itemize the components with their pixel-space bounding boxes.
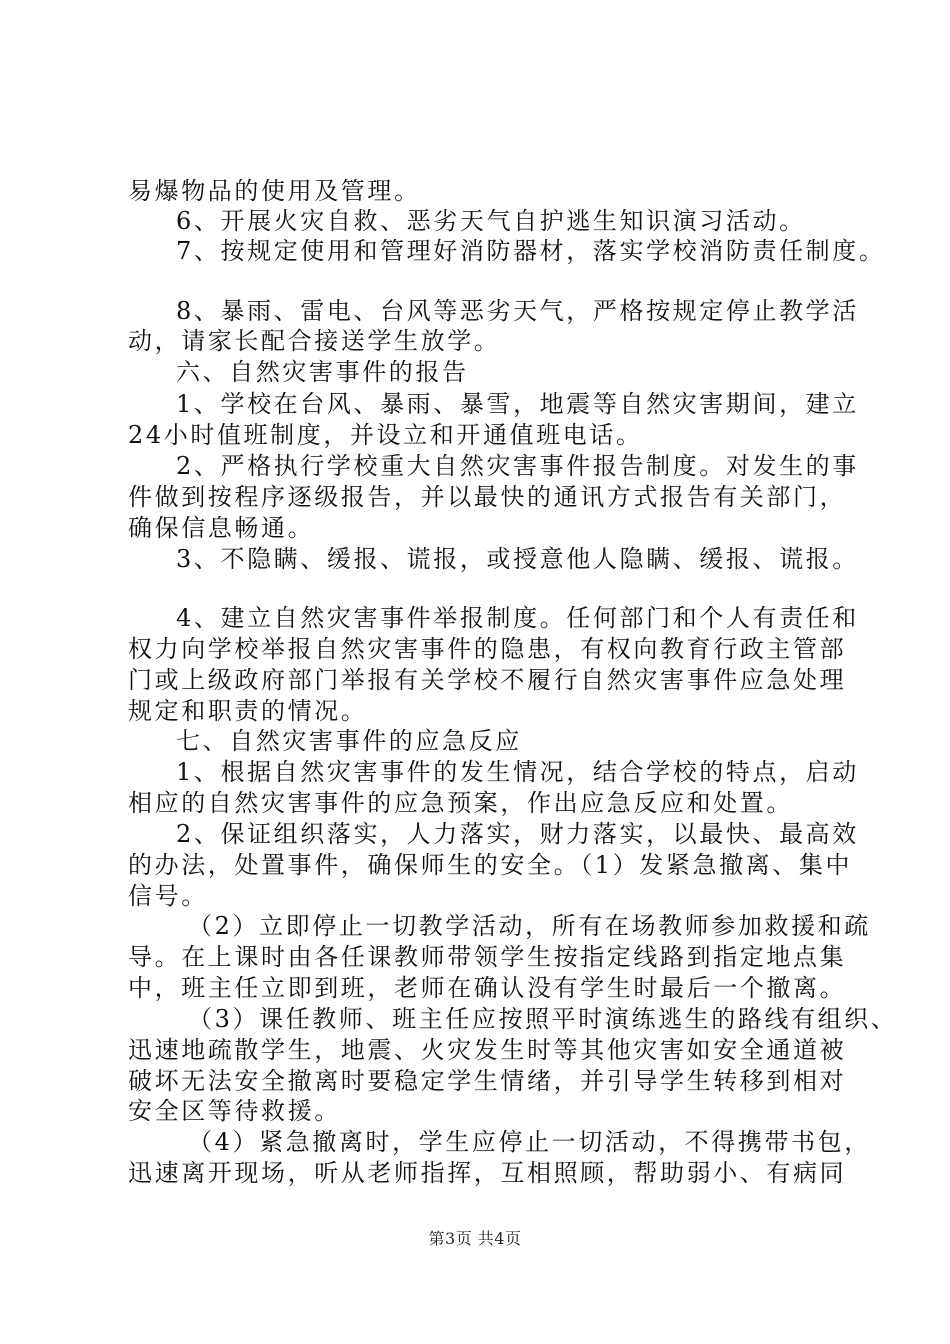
paragraph-line: 确保信息畅通。 <box>128 514 315 542</box>
paragraph-line: 24小时值班制度，并设立和开通值班电话。 <box>128 421 643 449</box>
paragraph-line: 中，班主任立即到班，老师在确认没有学生时最后一个撤离。 <box>128 974 847 1002</box>
list-item-6: 6、开展火灾自救、恶劣天气自护逃生知识演习活动。 <box>176 207 806 235</box>
list-item-2: 2、严格执行学校重大自然灾害事件报告制度。对发生的事 <box>176 452 859 480</box>
paragraph-line: 件做到按程序逐级报告，并以最快的通讯方式报告有关部门， <box>128 483 847 511</box>
sub-item-4: （4）紧急撤离时，学生应停止一切活动，不得携带书包， <box>188 1128 871 1156</box>
list-item-1: 1、根据自然灾害事件的发生情况，结合学校的特点，启动 <box>176 758 859 786</box>
paragraph-line: 信号。 <box>128 882 208 910</box>
list-item-1: 1、学校在台风、暴雨、暴雪，地震等自然灾害期间，建立 <box>176 390 859 418</box>
paragraph-line: 迅速离开现场，听从老师指挥，互相照顾，帮助弱小、有病同 <box>128 1159 847 1187</box>
paragraph-line: 迅速地疏散学生，地震、火灾发生时等其他灾害如安全通道被 <box>128 1036 847 1064</box>
sub-item-3: （3）课任教师、班主任应按照平时演练逃生的路线有组织、 <box>188 1005 898 1033</box>
section-heading-7: 七、自然灾害事件的应急反应 <box>176 727 522 755</box>
paragraph-line: 导。在上课时由各任课教师带领学生按指定线路到指定地点集 <box>128 943 847 971</box>
paragraph-line: 破坏无法安全撤离时要稳定学生情绪，并引导学生转移到相对 <box>128 1067 847 1095</box>
list-item-3: 3、不隐瞒、缓报、谎报，或授意他人隐瞒、缓报、谎报。 <box>176 545 859 573</box>
page-number-footer: 第3页 共4页 <box>428 1229 522 1248</box>
paragraph-line: 动，请家长配合接送学生放学。 <box>128 327 501 355</box>
paragraph-line: 易爆物品的使用及管理。 <box>128 177 421 205</box>
list-item-8: 8、暴雨、雷电、台风等恶劣天气，严格按规定停止教学活 <box>176 297 859 325</box>
paragraph-line: 规定和职责的情况。 <box>128 697 368 725</box>
paragraph-line: 的办法，处置事件，确保师生的安全。（1）发紧急撤离、集中 <box>128 851 853 879</box>
paragraph-line: 权力向学校举报自然灾害事件的隐患，有权向教育行政主管部 <box>128 635 847 663</box>
paragraph-line: 门或上级政府部门举报有关学校不履行自然灾害事件应急处理 <box>128 666 847 694</box>
paragraph-line: 相应的自然灾害事件的应急预案，作出应急反应和处置。 <box>128 789 793 817</box>
list-item-4: 4、建立自然灾害事件举报制度。任何部门和个人有责任和 <box>176 604 859 632</box>
sub-item-2: （2）立即停止一切教学活动，所有在场教师参加救援和疏 <box>188 912 871 940</box>
section-heading-6: 六、自然灾害事件的报告 <box>176 358 469 386</box>
paragraph-line: 安全区等待救援。 <box>128 1097 341 1125</box>
list-item-2: 2、保证组织落实，人力落实，财力落实，以最快、最高效 <box>176 820 859 848</box>
list-item-7: 7、按规定使用和管理好消防器材，落实学校消防责任制度。 <box>176 237 886 265</box>
